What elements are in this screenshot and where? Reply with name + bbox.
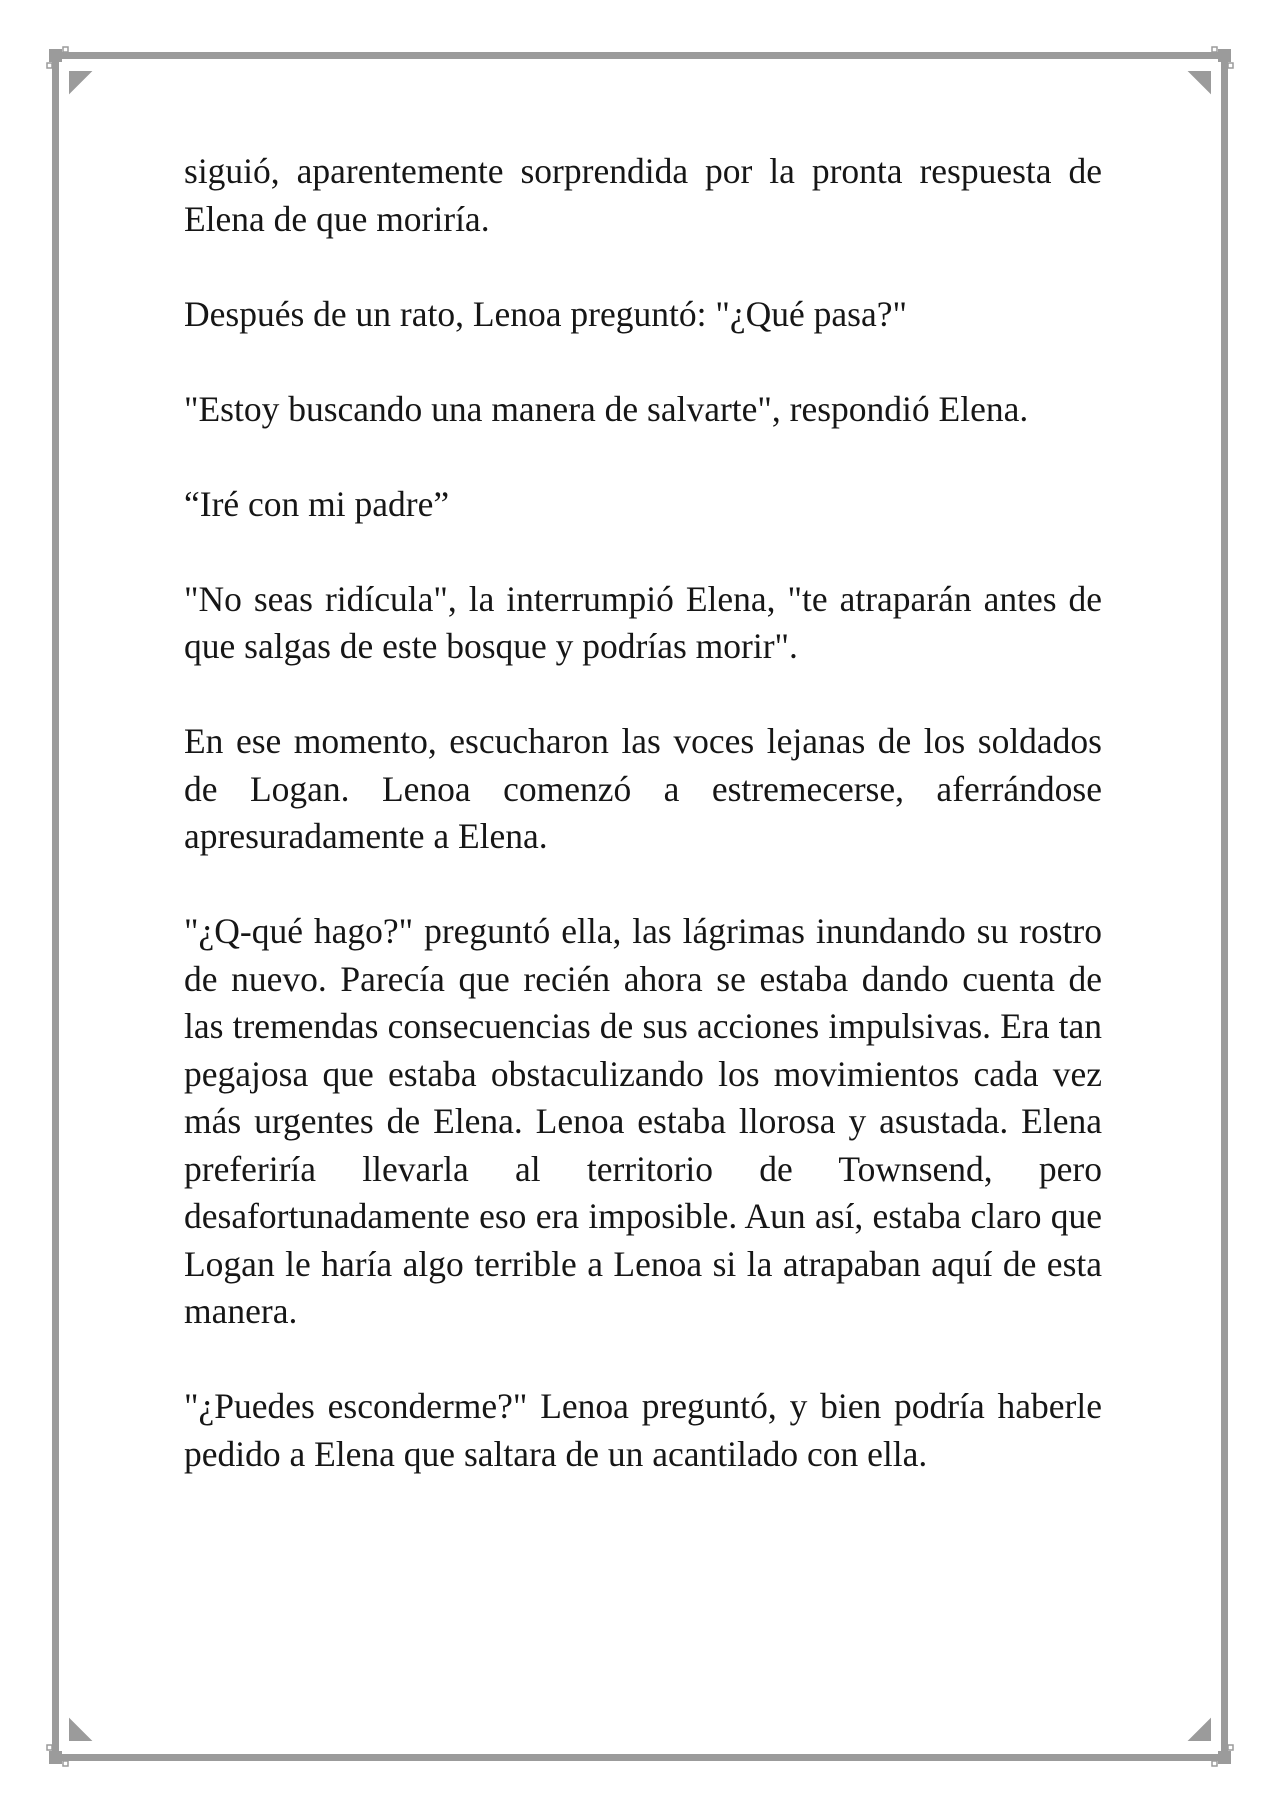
paragraph: “Iré con mi padre” (184, 483, 450, 524)
page-body-text (184, 148, 1102, 1526)
paragraph: "No seas ridícula", la interrumpió Elena, "te atraparán antes de que salgas de este bosque y podrías morir". (184, 578, 1102, 666)
paragraph: Después de un rato, Lenoa preguntó: "¿Qué pasa?" (184, 293, 907, 334)
paragraph: siguió, aparentemente sorprendida por la pronta respuesta de Elena de que moriría. (184, 151, 1102, 239)
paragraph: "¿Q-qué hago?" preguntó ella, las lágrimas inundando su rostro de nuevo. Parecía que recién ahora se estaba dando cuenta de las tremendas consecuencias de sus acciones impulsivas. Era tan pegajosa que estaba obstaculizando los movimientos cada vez más urgentes de Elena. Lenoa estaba llorosa y asustada. Elena preferiría llevarla al territorio de Townsend, pero desafortunadamente eso era imposible. Aun así, estaba claro que Logan le haría algo terrible a Lenoa si la atrapaban aquí de esta manera. (184, 911, 1102, 1331)
paragraph: En ese momento, escucharon las voces lejanas de los soldados de Logan. Lenoa comenzó a estremecerse, aferrándose apresuradamente a Elena. (184, 721, 1102, 856)
paragraph: "Estoy buscando una manera de salvarte", respondió Elena. (184, 388, 1029, 429)
paragraph: "¿Puedes esconderme?" Lenoa preguntó, y bien podría haberle pedido a Elena que saltara de un acantilado con ella. (184, 1386, 1102, 1474)
